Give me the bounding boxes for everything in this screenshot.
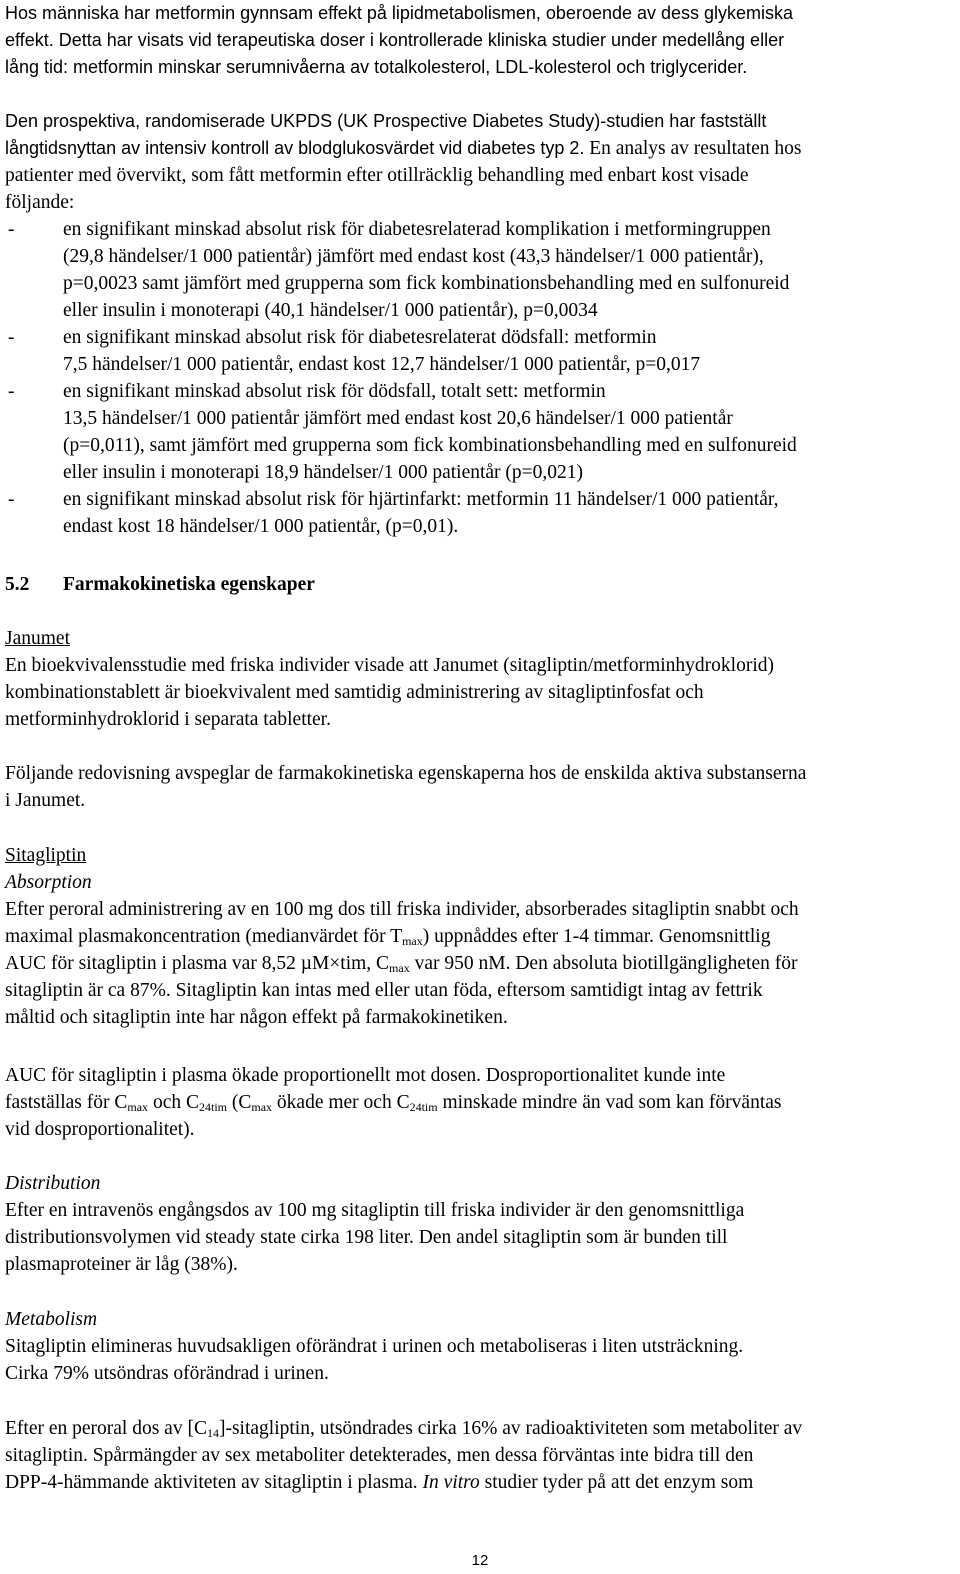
text-line: Hos människa har metformin gynnsam effekt på lipidmetabolismen, oberoende av dess glykemiska xyxy=(5,3,794,23)
subscript: max xyxy=(127,1100,149,1114)
text-line: en signifikant minskad absolut risk för diabetesrelaterad komplikation i metformingruppen xyxy=(63,219,771,240)
text-line: en signifikant minskad absolut risk för dödsfall, totalt sett: metformin xyxy=(63,381,606,402)
text-span: AUC för sitagliptin i plasma var 8,52 µM×tim, C xyxy=(5,953,390,974)
bullet-dash: - xyxy=(8,489,15,510)
text-line: metforminhydroklorid i separata tabletter. xyxy=(5,709,331,730)
section-title: Farmakokinetiska egenskaper xyxy=(63,574,315,595)
text-line: sitagliptin. Spårmängder av sex metaboliter detekterades, men dessa förväntas inte bidra till den xyxy=(5,1445,754,1466)
distribution-section xyxy=(5,1170,955,1278)
text-line: Efter en intravenös engångsdos av 100 mg sitagliptin till friska individer är den genomsnittliga xyxy=(5,1200,745,1221)
text-line xyxy=(5,950,955,977)
text-line: Sitagliptin elimineras huvudsakligen oförändrat i urinen och metaboliseras i liten utsträckning. xyxy=(5,1336,744,1357)
results-bullet-list xyxy=(5,216,955,540)
text-line: AUC för sitagliptin i plasma ökade proportionellt mot dosen. Dosproportionalitet kunde inte xyxy=(5,1065,726,1086)
excretion-paragraph xyxy=(5,1415,955,1496)
text-line: 13,5 händelser/1 000 patientår jämfört med endast kost 20,6 händelser/1 000 patientår xyxy=(63,408,733,429)
text-line: (29,8 händelser/1 000 patientår) jämfört med endast kost (43,3 händelser/1 000 patientår), xyxy=(63,246,764,267)
text-line: En bioekvivalensstudie med friska individer visade att Janumet (sitagliptin/metforminhydroklorid) xyxy=(5,655,775,676)
text-span: ) uppnåddes efter 1-4 timmar. Genomsnittlig xyxy=(422,926,771,947)
italic-span: In vitro xyxy=(422,1472,480,1493)
text-line: plasmaproteiner är låg (38%). xyxy=(5,1254,238,1275)
sitagliptin-heading: Sitagliptin xyxy=(5,845,87,866)
text-span: fastställas för C xyxy=(5,1092,128,1113)
text-span: (C xyxy=(227,1092,252,1113)
text-line: kombinationstablett är bioekvivalent med samtidig administrering av sitagliptinfosfat och xyxy=(5,682,704,703)
text-line: Följande redovisning avspeglar de farmakokinetiska egenskaperna hos de enskilda aktiva substanserna xyxy=(5,763,807,784)
text-line xyxy=(5,923,955,950)
text-line xyxy=(5,1415,955,1442)
text-line: distributionsvolymen vid steady state cirka 198 liter. Den andel sitagliptin som är bunden till xyxy=(5,1227,728,1248)
subscript: max xyxy=(251,1100,273,1114)
bullet-dash: - xyxy=(8,219,15,240)
text-span: långtidsnyttan av intensiv kontroll av blodglukosvärdet vid diabetes typ 2. xyxy=(5,138,585,158)
text-line: Efter peroral administrering av en 100 mg dos till friska individer, absorberades sitagliptin snabbt och xyxy=(5,899,799,920)
text-line: effekt. Detta har visats vid terapeutiska doser i kontrollerade kliniska studier under medellång eller xyxy=(5,30,785,50)
subscript: 14 xyxy=(206,1426,219,1440)
text-line: lång tid: metformin minskar serumnivåerna av totalkolesterol, LDL-kolesterol och triglycerider. xyxy=(5,57,748,77)
text-span: ökade mer och C xyxy=(272,1092,410,1113)
text-line: sitagliptin är ca 87%. Sitagliptin kan intas med eller utan föda, eftersom samtidigt intag av fettrik xyxy=(5,980,763,1001)
text-line: vid dosproportionalitet). xyxy=(5,1119,195,1140)
list-item xyxy=(5,378,955,486)
text-line: (p=0,011), samt jämfört med grupperna som fick kombinationsbehandling med en sulfonureid xyxy=(63,435,797,456)
metabolism-heading: Metabolism xyxy=(5,1309,98,1330)
text-line: en signifikant minskad absolut risk för hjärtinfarkt: metformin 11 händelser/1 000 patientår, xyxy=(63,489,779,510)
text-span: maximal plasmakoncentration (medianvärdet för T xyxy=(5,926,403,947)
text-line: 7,5 händelser/1 000 patientår, endast kost 12,7 händelser/1 000 patientår, p=0,017 xyxy=(63,354,701,375)
ukpds-paragraph xyxy=(5,108,955,216)
janumet-heading: Janumet xyxy=(5,628,70,649)
text-line: patienter med övervikt, som fått metformin efter otillräcklig behandling med enbart kost visade xyxy=(5,165,749,186)
subscript: max xyxy=(389,961,410,975)
distribution-heading: Distribution xyxy=(5,1173,101,1194)
list-item xyxy=(5,216,955,324)
sitagliptin-absorption xyxy=(5,842,955,1031)
metabolism-section xyxy=(5,1306,955,1387)
text-span: DPP-4-hämmande aktiviteten av sitagliptin i plasma. xyxy=(5,1472,418,1493)
text-line: i Janumet. xyxy=(5,790,86,811)
section-number: 5.2 xyxy=(5,574,30,595)
text-span: minskade mindre än vad som kan förväntas xyxy=(437,1092,782,1113)
text-span: var 950 nM. Den absoluta biotillgängligheten för xyxy=(409,953,798,974)
text-line: följande: xyxy=(5,192,75,213)
text-line: p=0,0023 samt jämfört med grupperna som fick kombinationsbehandling med en sulfonureid xyxy=(63,273,790,294)
text-line: en signifikant minskad absolut risk för diabetesrelaterat dödsfall: metformin xyxy=(63,327,657,348)
subscript: 24tim xyxy=(198,1100,227,1114)
text-line xyxy=(5,135,955,162)
text-line xyxy=(5,1089,955,1116)
text-line: eller insulin i monoterapi (40,1 händelser/1 000 patientår), p=0,0034 xyxy=(63,300,598,321)
janumet-paragraph-2 xyxy=(5,760,955,814)
text-span: studier tyder på att det enzym som xyxy=(479,1472,754,1493)
janumet-section xyxy=(5,625,955,733)
bullet-dash: - xyxy=(8,381,15,402)
text-span: Efter en peroral dos av [C xyxy=(5,1418,207,1439)
subscript: max xyxy=(402,934,423,948)
text-span: och C xyxy=(148,1092,199,1113)
bullet-dash: - xyxy=(8,327,15,348)
list-item xyxy=(5,324,955,378)
text-line xyxy=(5,1469,955,1496)
text-line: måltid och sitagliptin inte har någon effekt på farmakokinetiken. xyxy=(5,1007,508,1028)
section-heading xyxy=(5,571,955,598)
text-line: endast kost 18 händelser/1 000 patientår, (p=0,01). xyxy=(63,516,459,537)
intro-paragraph xyxy=(5,0,955,81)
list-item xyxy=(5,486,955,540)
text-line: eller insulin i monoterapi 18,9 händelser/1 000 patientår (p=0,021) xyxy=(63,462,584,483)
text-line: Cirka 79% utsöndras oförändrad i urinen. xyxy=(5,1363,329,1384)
text-span: En analys av resultaten hos xyxy=(584,138,802,159)
absorption-heading: Absorption xyxy=(5,872,92,893)
page-number: 12 xyxy=(471,1552,489,1569)
text-span: ]-sitagliptin, utsöndrades cirka 16% av radioaktiviteten som metaboliter av xyxy=(218,1418,803,1439)
subscript: 24tim xyxy=(409,1100,438,1114)
auc-paragraph xyxy=(5,1062,955,1143)
text-line: Den prospektiva, randomiserade UKPDS (UK Prospective Diabetes Study)-studien har fastställt xyxy=(5,111,767,131)
